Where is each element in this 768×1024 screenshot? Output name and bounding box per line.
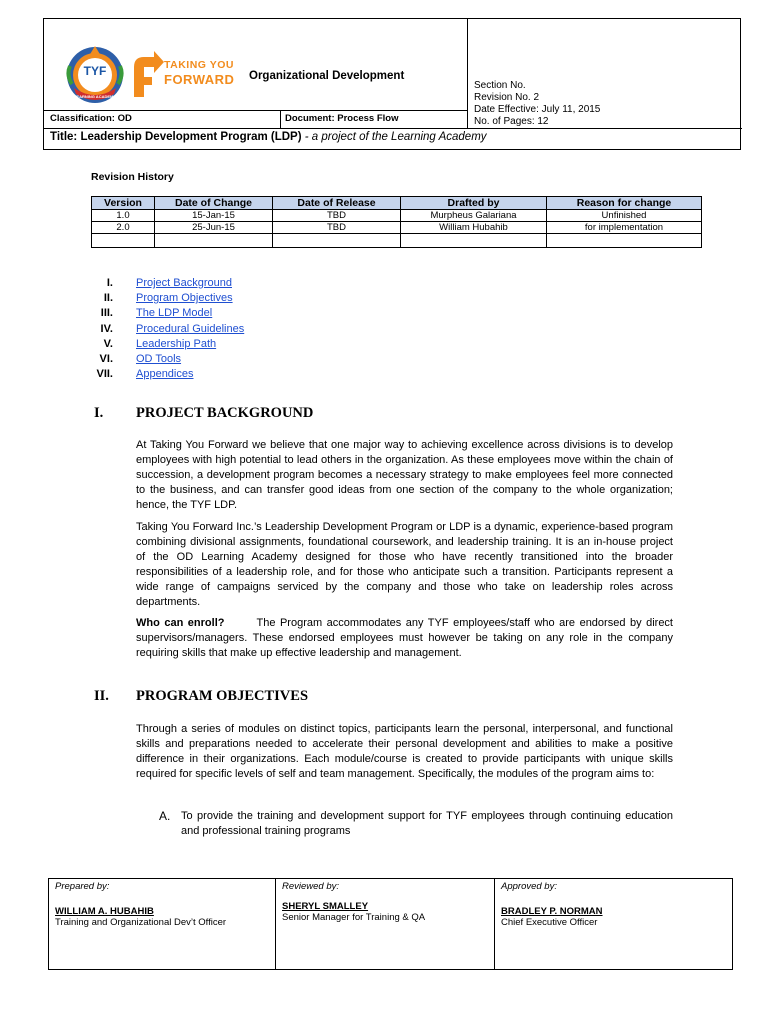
section-title: PROGRAM OBJECTIVES — [136, 688, 309, 704]
toc-number: II. — [103, 292, 113, 305]
toc-number: VI. — [99, 352, 113, 365]
forward-arrow-logo — [128, 49, 164, 99]
toc-number: V. — [103, 337, 113, 350]
table-row — [92, 234, 702, 248]
signature-table — [48, 878, 733, 970]
table-row — [92, 210, 702, 222]
table-header-row — [92, 197, 702, 210]
who-can-enroll-text: The Program accommodates any TYF employees/staff who are endorsed by direct supervisors/managers. These endorsed employees must however be taking on any role in the company requiring skills that make up effective leadership and management. — [136, 617, 673, 659]
document-header — [43, 18, 741, 150]
revision-history-label: Revision History — [91, 171, 174, 183]
table-cell — [273, 234, 401, 248]
classification: Classification: OD — [50, 113, 132, 124]
signature-name: SHERYL SMALLEY — [282, 901, 369, 912]
meta-date-effective: Date Effective: July 11, 2015 — [474, 104, 601, 115]
paragraph-who-can-enroll — [136, 616, 673, 661]
toc-number: IV. — [100, 322, 113, 335]
section-title: PROJECT BACKGROUND — [136, 405, 314, 421]
signature-cell-approved — [495, 879, 733, 970]
table-cell — [401, 234, 547, 248]
signature-position: Training and Organizational Dev’t Officer — [55, 917, 227, 928]
signature-role: Prepared by: — [55, 881, 110, 892]
table-cell — [92, 234, 155, 248]
document-title — [50, 131, 487, 143]
table-cell: 1.0 — [92, 210, 155, 222]
list-text: To provide the training and development support for TYF employees through continuing education and professional training programs — [181, 810, 673, 837]
org-title: Organizational Development — [249, 70, 405, 82]
toc-number: III. — [100, 307, 113, 320]
signature-name: WILLIAM A. HUBAHIB — [55, 906, 154, 917]
logo-name-line1: TAKING YOU — [164, 59, 234, 71]
toc-link-program-objectives[interactable]: Program Objectives — [136, 292, 233, 305]
section-number: II. — [94, 688, 109, 704]
table-cell: for implementation — [547, 222, 702, 234]
header-divider — [44, 128, 742, 129]
title-italic: - a project of the Learning Academy — [301, 131, 487, 143]
toc-link-procedural-guidelines[interactable]: Procedural Guidelines — [136, 322, 245, 335]
signature-position: Senior Manager for Training & QA — [282, 912, 426, 923]
table-row — [92, 222, 702, 234]
table-cell: 15-Jan-15 — [155, 210, 273, 222]
table-cell — [155, 234, 273, 248]
toc-link-ldp-model[interactable]: The LDP Model — [136, 307, 213, 320]
column-header: Version — [92, 197, 155, 210]
toc-number: I. — [106, 277, 113, 289]
header-divider — [467, 19, 468, 129]
logo-ribbon-text: LEARNING ACADEMY — [73, 94, 117, 99]
table-cell: TBD — [273, 210, 401, 222]
paragraph: Through a series of modules on distinct topics, participants learn the personal, interpersonal, and functional skills and preparations needed to accelerate their personal development and abilities to make a positive difference in their organizations. Each module/course is created to provide participants with unique skills required for specific levels of self and team management. Specifically, the modules of the program aims to: — [136, 723, 673, 780]
header-divider — [280, 110, 281, 129]
paragraph: At Taking You Forward we believe that one major way to achieving excellence across divisions is to develop employees with high potential to lead others in the organization. As these employees move within the chain of succession, a development program becomes a necessary strategy to make employees feel more connected to the business, and can transfer good ideas from one section of the company to the whole organization; hence, the TYF LDP. — [136, 439, 673, 511]
table-cell: 25-Jun-15 — [155, 222, 273, 234]
meta-section-no: Section No. — [474, 80, 526, 91]
toc-number: VII. — [96, 368, 113, 381]
column-header: Reason for change — [547, 197, 702, 210]
logo-badge-text: TYF — [83, 64, 107, 78]
section-number: I. — [94, 405, 104, 421]
signature-role: Approved by: — [501, 881, 557, 892]
column-header: Date of Change — [155, 197, 273, 210]
revision-history-table — [91, 196, 702, 248]
title-bold: Title: Leadership Development Program (LDP) — [50, 131, 302, 143]
signature-position: Chief Executive Officer — [501, 917, 598, 928]
table-cell: Unfinished — [547, 210, 702, 222]
column-header: Drafted by — [401, 197, 547, 210]
table-cell: TBD — [273, 222, 401, 234]
toc-link-project-background[interactable]: Project Background — [136, 277, 232, 289]
signature-cell-reviewed — [276, 879, 495, 970]
table-cell: 2.0 — [92, 222, 155, 234]
table-cell: Murpheus Galariana — [401, 210, 547, 222]
meta-revision-no: Revision No. 2 — [474, 92, 540, 103]
signature-name: BRADLEY P. NORMAN — [501, 906, 603, 917]
signature-cell-prepared — [49, 879, 276, 970]
list-letter: A. — [159, 809, 171, 823]
table-cell: William Hubahib — [401, 222, 547, 234]
signature-row — [49, 879, 733, 970]
document-type: Document: Process Flow — [285, 113, 399, 124]
column-header: Date of Release — [273, 197, 401, 210]
signature-role: Reviewed by: — [282, 881, 340, 892]
toc-link-appendices[interactable]: Appendices — [136, 368, 194, 381]
table-cell — [547, 234, 702, 248]
paragraph: Taking You Forward Inc.’s Leadership Development Program or LDP is a dynamic, experience-based program combining divisional assignments, foundational coursework, and leadership training. It is an in-house project of the OD Learning Academy designed for those who have recently transitioned into the broader responsibilities of a leadership role, and for those who anticipate such a transition. Participants represent a wide range of campaigns serviced by the company and those who take on leadership roles across departments. — [136, 521, 673, 608]
logo-name-line2: FORWARD — [164, 72, 235, 87]
toc-link-od-tools[interactable]: OD Tools — [136, 352, 182, 365]
meta-pages: No. of Pages: 12 — [474, 116, 549, 127]
toc-link-leadership-path[interactable]: Leadership Path — [136, 337, 217, 350]
who-can-enroll-label: Who can enroll? — [136, 617, 225, 629]
header-divider — [44, 110, 467, 111]
document-meta — [474, 80, 600, 128]
